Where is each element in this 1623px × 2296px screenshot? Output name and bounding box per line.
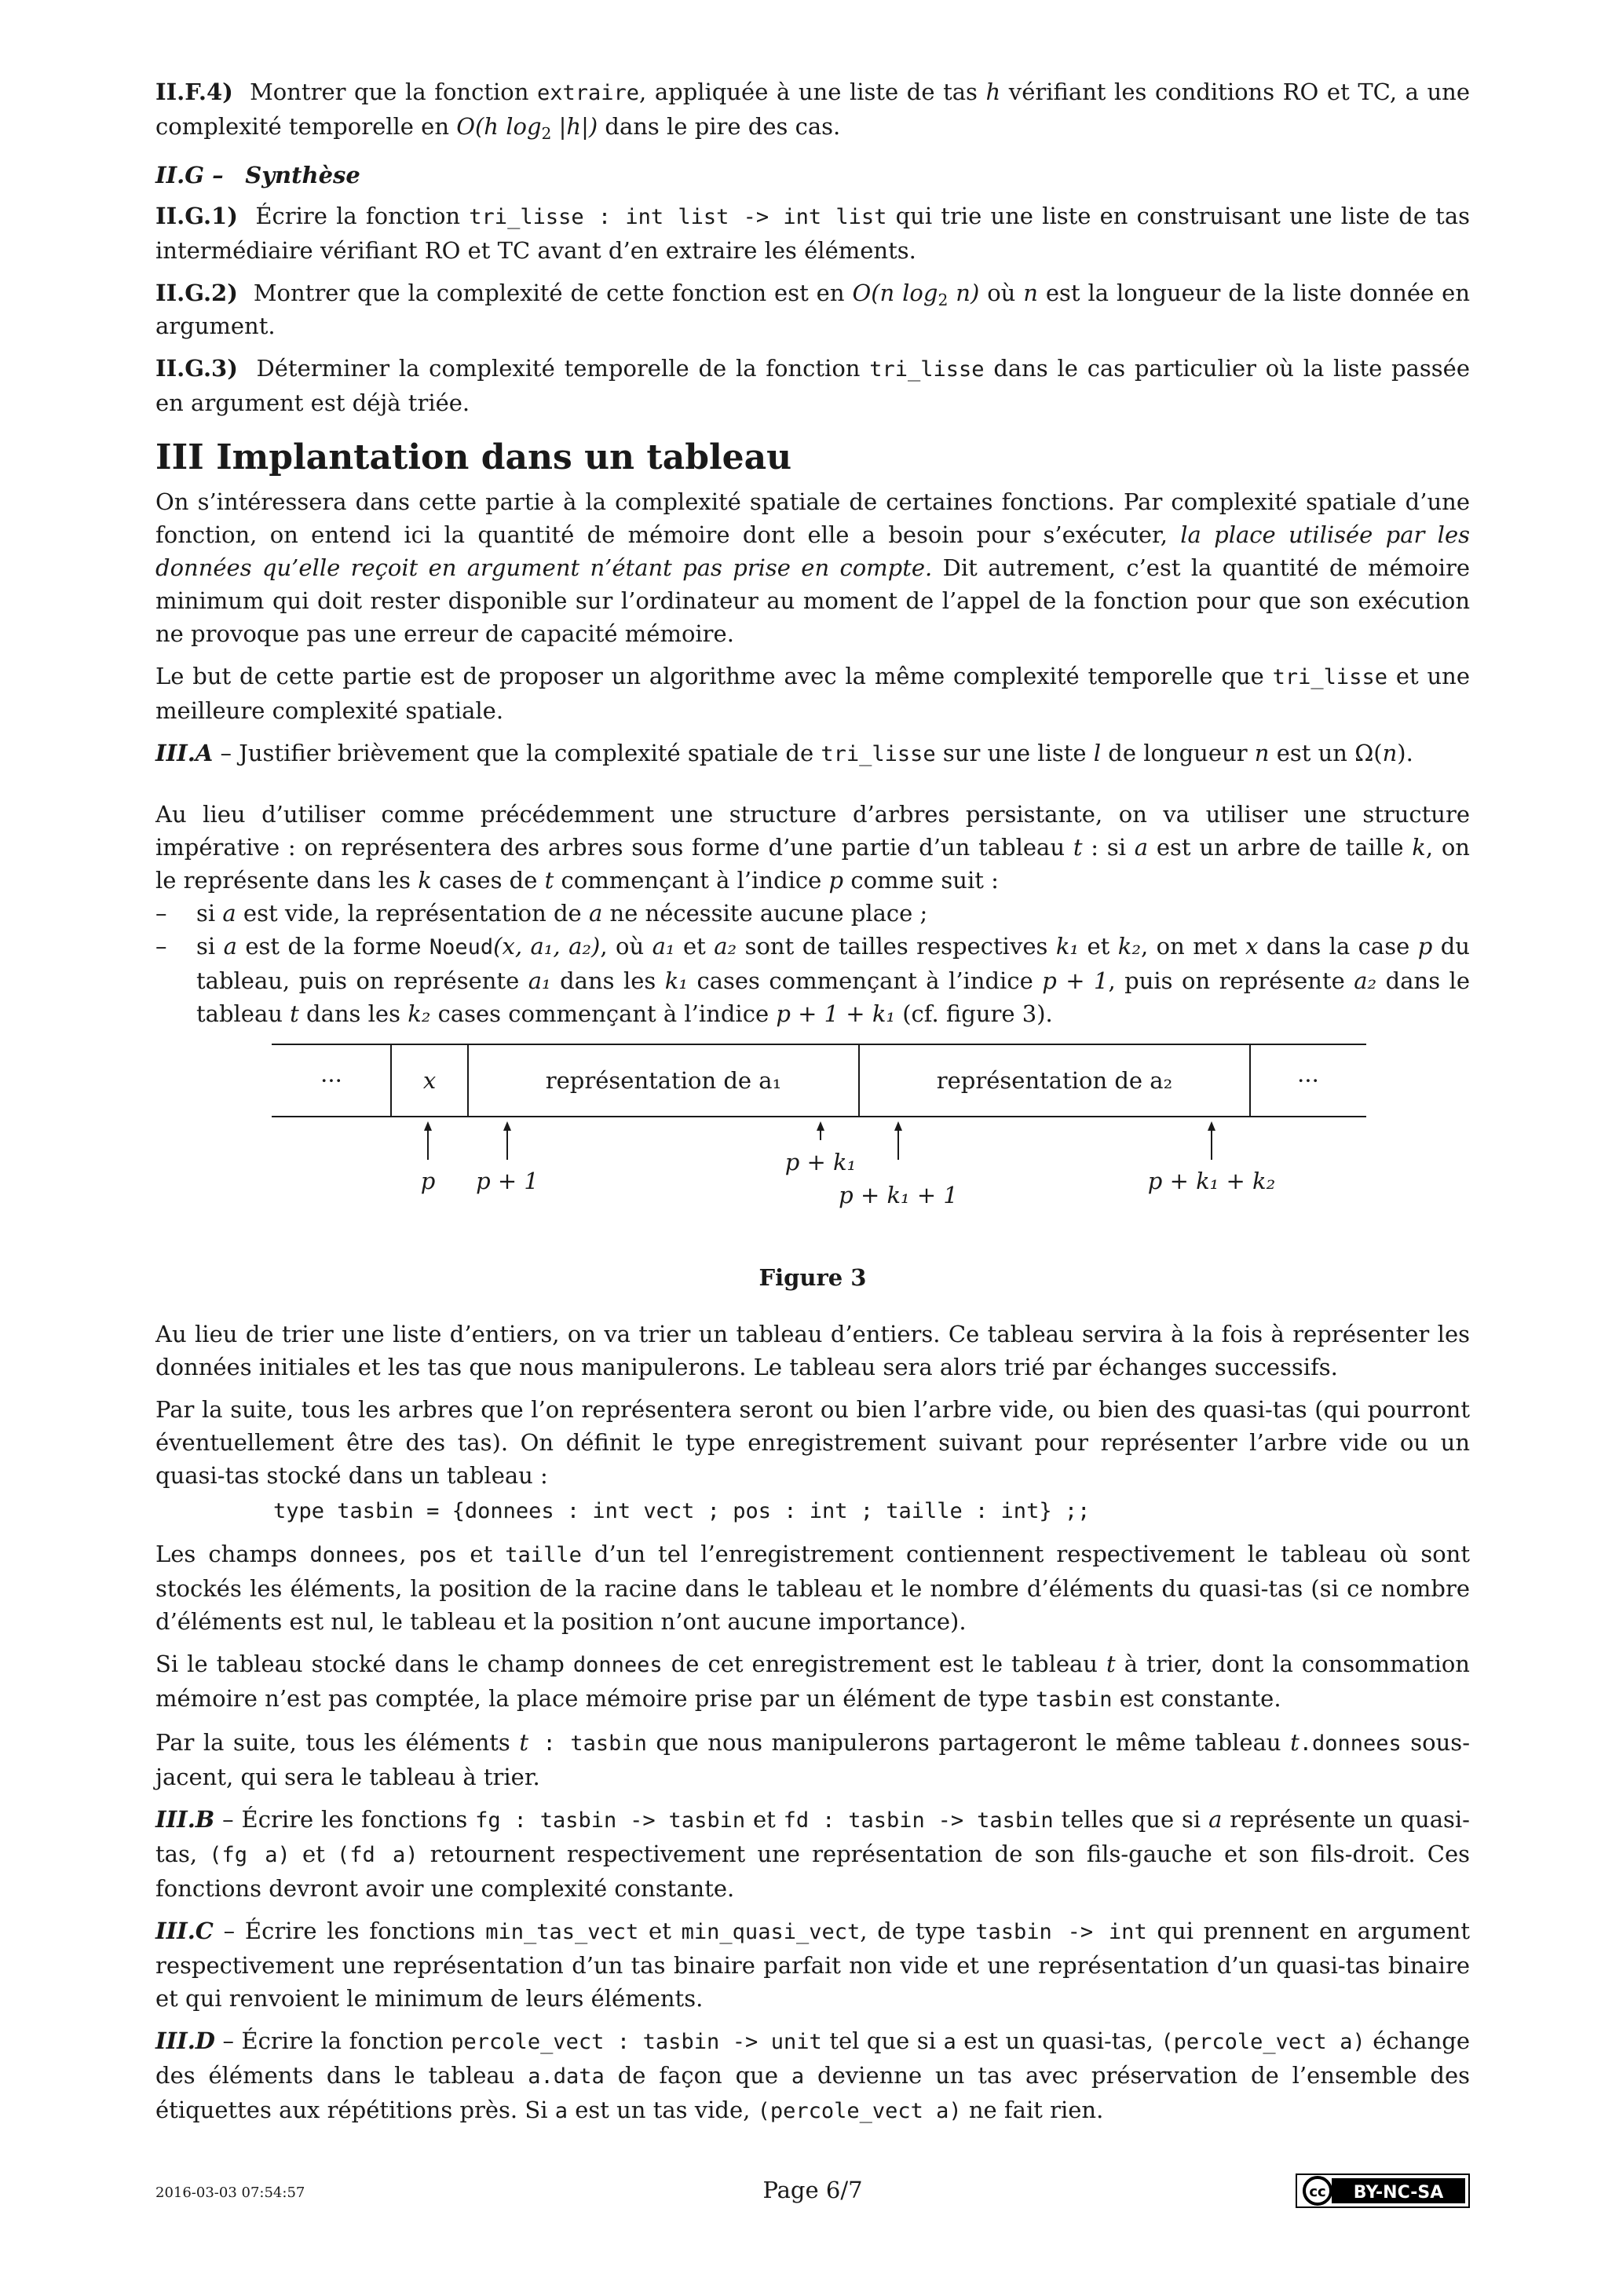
arrow-head [503, 1121, 511, 1131]
figure-caption: Figure 3 [758, 1264, 867, 1291]
cell-ellipsis-right: ··· [1297, 1067, 1319, 1094]
question-label: III.D [155, 2027, 215, 2054]
paragraph-storage: Si le tableau stocké dans le champ donnees de cet enregistrement est le tableau t à trier, dont la consommation mémoire n’est pas comptée, la place mémoire prise par un élément de type tasbin est constante. [155, 1651, 1470, 1712]
paragraph-array-sort: Au lieu de trier une liste d’entiers, on va trier un tableau d’entiers. Ce tableau servira à la fois à représenter les données initiales et les tas que nous manipulerons. Le tableau sera alors trié par échanges successifs. [155, 1321, 1470, 1380]
paragraph-shared-array: Par la suite, tous les éléments t : tasbin que nous manipulerons partageront le même tableau t.donnees sous-jacent, qui sera le tableau à trier. [155, 1729, 1470, 1790]
intro-paragraph-2: Le but de cette partie est de proposer un algorithme avec la même complexité temporelle que tri_lisse et une meilleure complexité spatiale. [155, 663, 1470, 724]
structure-intro: Au lieu d’utiliser comme précédemment une structure d’arbres persistante, on va utiliser une structure impérative : on représentera des arbres sous forme d’une partie d’un tableau t : si a est un arbre de taille k, on le représente dans les k cases de t commençant à l’indice p comme suit : [155, 801, 1470, 894]
page-footer [155, 2174, 1470, 2213]
intro-paragraph-1: On s’intéressera dans cette partie à la complexité spatiale de certaines fonctions. Par complexité spatiale d’une fonction, on entend ici la quantité de mémoire dont elle a besoin pour s’exécuter, la place utilisée par les données qu’elle reçoit en argument n’étant pas prise en compte. Dit autrement, c’est la quantité de mémoire minimum qui doit rester disponible sur l’ordinateur au moment de l’appel de la fonction pour que son exécution ne provoque pas une erreur de capacité mémoire. [155, 488, 1470, 647]
question-label: III.A [155, 740, 214, 766]
pointer-label-p: p [420, 1168, 436, 1194]
question-IIG2: II.G.2) Montrer que la complexité de cette fonction est en O(n $\log_2 n$) où n est la longueur de la liste donnée en argument. [155, 280, 1471, 339]
formula: O(n log [852, 280, 938, 306]
question-IIF4: II.F.4) Montrer que la fonction extraire, appliquée à une liste de tas h vérifiant les conditions RO et TC, a une complexité temporelle en O(h $\log_2 |h|$) dans le pire des cas. [155, 79, 1471, 144]
representation-rules-list [155, 897, 1470, 1030]
paragraph-quasi-heaps: Par la suite, tous les arbres que l’on représentera seront ou bien l’arbre vide, ou bien des quasi-tas (qui pourront éventuellement être des tas). On définit le type enregistrement suivant pour représenter l’arbre vide ou un quasi-tas stocké dans un tableau : [155, 1396, 1470, 1489]
pointer-label-p-plus-k1-plus-1: p + k₁ + 1 [839, 1182, 958, 1208]
subsection-heading-IIG: II.G – Synthèse [155, 162, 360, 188]
code-tri-lisse-signature: tri_lisse : int list -> int list [469, 205, 887, 229]
question-IIIC: III.C – Écrire les fonctions min_tas_vect et min_quasi_vect, de type tasbin -> int qui prennent en argument respectivement une représentation d’un tas binaire parfait non vide et une représentation d’un quasi-tas binaire et qui renvoient le minimum de leurs éléments. [155, 1918, 1470, 2012]
cc-text: cc [1309, 2184, 1326, 2200]
question-label: II.F.4) [155, 79, 233, 105]
question-IIIB: III.B – Écrire les fonctions fg : tasbin -> tasbin et fd : tasbin -> tasbin telles que si a représente un quasi-tas, (fg a) et (fd a) retournent respectivement une représentation de son fils-gauche et son fils-droit. Ces fonctions devront avoir une complexité constante. [155, 1806, 1470, 1902]
cell-x: x [422, 1067, 437, 1094]
question-IIIA: III.A – Justifier brièvement que la complexité spatiale de tri_lisse sur une liste l de longueur n est un Ω(n). [155, 740, 1413, 766]
question-label: II.G.1) [155, 203, 238, 229]
arrow-head [1208, 1121, 1215, 1131]
formula: O(h log [456, 113, 542, 140]
pointer-label-p-plus-1: p + 1 [476, 1168, 539, 1194]
arrow-head [424, 1121, 432, 1131]
cell-repr-a2: représentation de a₂ [936, 1067, 1173, 1094]
cell-ellipsis-left: ··· [320, 1067, 342, 1094]
cell-repr-a1: représentation de a₁ [545, 1067, 782, 1094]
paragraph-fields: Les champs donnees, pos et taille d’un tel l’enregistrement contiennent respectivement le tableau où sont stockés les éléments, la position de la racine dans le tableau et le nombre d’éléments du quasi-tas (si ce nombre d’éléments est nul, le tableau et la position n’ont aucune importance). [155, 1541, 1470, 1635]
code-type-tasbin: type tasbin = {donnees : int vect ; pos : int ; taille : int} ;; [273, 1499, 1091, 1523]
question-label: II.G.3) [155, 355, 238, 382]
arrow-head [894, 1121, 902, 1131]
code-extraire: extraire [536, 81, 640, 105]
question-IIID: III.D – Écrire la fonction percole_vect : tasbin -> unit tel que si a est un quasi-tas, (percole_vect a) échange des éléments dans le tableau a.data de façon que a devienne un tas avec préservation de l’ensemble des étiquettes aux répétitions près. Si a est un tas vide, (percole_vect a) ne fait rien. [155, 2027, 1471, 2123]
figure-3 [155, 1038, 1470, 1258]
section-title-III: III Implantation dans un tableau [155, 437, 792, 477]
license-text: BY-NC-SA [1353, 2183, 1444, 2203]
pointer-label-p-plus-k1-plus-k2: p + k₁ + k₂ [1147, 1168, 1276, 1194]
page-content [155, 75, 1470, 2137]
list-item: – si a est de la forme Noeud(x, a₁, a₂), où a₁ et a₂ sont de tailles respectives k₁ et k₂, on met x dans la case p du tableau, puis on représente a₁ dans les k₁ cases commençant à l’indice p + 1, puis on représente a₂ dans le tableau t dans les k₂ cases commençant à l’indice p + 1 + k₁ (cf. figure 3). [155, 930, 1470, 1030]
figure-3-diagram [155, 1038, 1470, 1258]
pointer-label-p-plus-k1: p + k₁ [784, 1149, 857, 1175]
arrow-head [817, 1121, 824, 1131]
question-label: III.B [155, 1806, 215, 1833]
footer-page-number: Page 6/7 [762, 2177, 863, 2203]
question-label: II.G.2) [155, 280, 238, 306]
list-item: – si a est vide, la représentation de a ne nécessite aucune place ; [155, 897, 1470, 930]
question-IIG1: II.G.1) Écrire la fonction tri_lisse : int list -> int list qui trie une liste en construisant une liste de tas intermédiaire vérifiant RO et TC avant d’en extraire les éléments. [155, 203, 1471, 264]
footer-timestamp: 2016-03-03 07:54:57 [155, 2184, 305, 2201]
cc-license-icon [1296, 2174, 1470, 2208]
question-IIG3: II.G.3) Déterminer la complexité temporelle de la fonction tri_lisse dans le cas particulier où la liste passée en argument est déjà triée. [155, 355, 1470, 416]
question-label: III.C [155, 1918, 214, 1944]
